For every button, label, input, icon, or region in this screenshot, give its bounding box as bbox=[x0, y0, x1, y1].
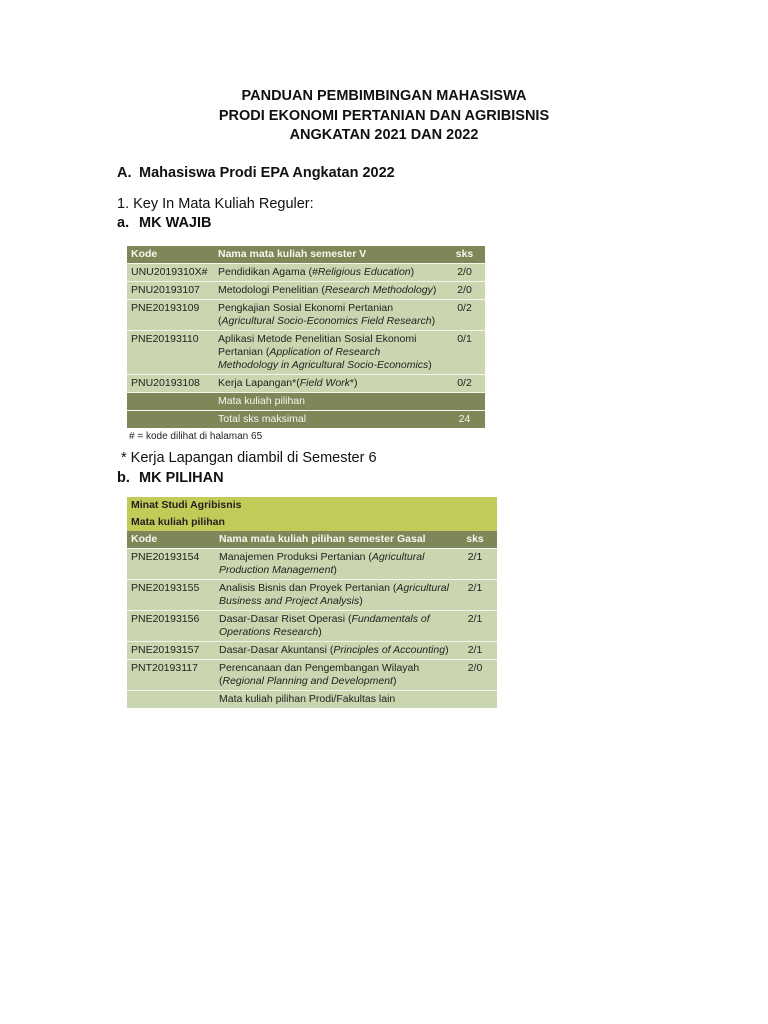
mk-pilihan-heading bbox=[117, 470, 224, 486]
minat-label: Minat Studi Agribisnis bbox=[127, 497, 497, 514]
row-nama: Manajemen Produksi Pertanian (Agricultural Production Management) bbox=[215, 549, 453, 580]
mk-pilihan-text: MK PILIHAN bbox=[139, 470, 224, 486]
kerja-lapangan-note: * Kerja Lapangan diambil di Semester 6 bbox=[121, 450, 377, 466]
mk-wajib-table bbox=[127, 246, 485, 428]
table-row bbox=[127, 642, 497, 660]
table-row bbox=[127, 549, 497, 580]
row-nama: Pengkajian Sosial Ekonomi Pertanian (Agricultural Socio-Economics Field Research) bbox=[214, 300, 444, 331]
row-nama: Pendidikan Agama (#Religious Education) bbox=[214, 264, 444, 282]
row-kode: PNE20193155 bbox=[127, 580, 215, 611]
mk-pilihan-table bbox=[127, 497, 497, 708]
row-nama: Dasar-Dasar Riset Operasi (Fundamentals of Operations Research) bbox=[215, 611, 453, 642]
total-label: Total sks maksimal bbox=[214, 411, 444, 429]
section-a-number: A. bbox=[117, 165, 132, 181]
row-sks: 2/1 bbox=[453, 611, 497, 642]
header-nama: Nama mata kuliah semester V bbox=[214, 246, 444, 264]
header-nama: Nama mata kuliah pilihan semester Gasal bbox=[215, 531, 453, 549]
table-header-row bbox=[127, 246, 485, 264]
row-kode: PNE20193109 bbox=[127, 300, 214, 331]
row-sks: 2/0 bbox=[444, 282, 485, 300]
table-row bbox=[127, 611, 497, 642]
row-sks: 2/1 bbox=[453, 580, 497, 611]
header-kode: Kode bbox=[127, 246, 214, 264]
row-sks: 2/1 bbox=[453, 549, 497, 580]
row-sks: 0/2 bbox=[444, 375, 485, 393]
section-a-heading bbox=[117, 165, 395, 181]
mk-pilihan-number: b. bbox=[117, 470, 130, 486]
document-title bbox=[0, 87, 768, 146]
row-sks: 2/0 bbox=[444, 264, 485, 282]
row-sks: 2/1 bbox=[453, 642, 497, 660]
other-faculty-row bbox=[127, 691, 497, 709]
title-line-1: PANDUAN PEMBIMBINGAN MAHASISWA bbox=[241, 88, 527, 104]
total-row bbox=[127, 411, 485, 429]
row-sks: 0/1 bbox=[444, 331, 485, 375]
mk-wajib-text: MK WAJIB bbox=[139, 215, 212, 231]
subtitle-row bbox=[127, 514, 497, 531]
table-row bbox=[127, 331, 485, 375]
other-faculty-label: Mata kuliah pilihan Prodi/Fakultas lain bbox=[215, 691, 453, 709]
subtitle-label: Mata kuliah pilihan bbox=[127, 514, 497, 531]
row-nama: Perencanaan dan Pengembangan Wilayah (Regional Planning and Development) bbox=[215, 660, 453, 691]
table-row bbox=[127, 282, 485, 300]
table-row bbox=[127, 660, 497, 691]
title-line-3: ANGKATAN 2021 DAN 2022 bbox=[289, 127, 479, 143]
header-kode: Kode bbox=[127, 531, 215, 549]
header-sks: sks bbox=[453, 531, 497, 549]
row-nama: Analisis Bisnis dan Proyek Pertanian (Agricultural Business and Project Analysis) bbox=[215, 580, 453, 611]
row-nama: Aplikasi Metode Penelitian Sosial Ekonomi Pertanian (Application of Research Methodology in Agricultural Socio-Economics) bbox=[214, 331, 444, 375]
row-kode: PNT20193117 bbox=[127, 660, 215, 691]
table-header-row bbox=[127, 531, 497, 549]
row-kode: PNE20193156 bbox=[127, 611, 215, 642]
table-row bbox=[127, 375, 485, 393]
header-sks: sks bbox=[444, 246, 485, 264]
row-nama: Metodologi Penelitian (Research Methodology) bbox=[214, 282, 444, 300]
row-sks: 2/0 bbox=[453, 660, 497, 691]
mk-wajib-number: a. bbox=[117, 215, 130, 231]
mata-kuliah-pilihan-row bbox=[127, 393, 485, 411]
table-row bbox=[127, 300, 485, 331]
row-kode: PNU20193107 bbox=[127, 282, 214, 300]
table-row bbox=[127, 580, 497, 611]
row-kode: PNE20193157 bbox=[127, 642, 215, 660]
title-line-2: PRODI EKONOMI PERTANIAN DAN AGRIBISNIS bbox=[218, 107, 550, 124]
row-kode: PNE20193110 bbox=[127, 331, 214, 375]
table-footnote: # = kode dilihat di halaman 65 bbox=[129, 431, 263, 442]
row-nama: Kerja Lapangan*(Field Work*) bbox=[214, 375, 444, 393]
row-sks: 0/2 bbox=[444, 300, 485, 331]
mk-wajib-heading bbox=[117, 215, 212, 231]
section-a-text: Mahasiswa Prodi EPA Angkatan 2022 bbox=[139, 165, 395, 181]
row-kode: PNU20193108 bbox=[127, 375, 214, 393]
key-in-label: 1. Key In Mata Kuliah Reguler: bbox=[117, 196, 314, 212]
total-value: 24 bbox=[444, 411, 485, 429]
row-kode: UNU2019310X# bbox=[127, 264, 214, 282]
row-kode: PNE20193154 bbox=[127, 549, 215, 580]
minat-row bbox=[127, 497, 497, 514]
row-nama: Dasar-Dasar Akuntansi (Principles of Accounting) bbox=[215, 642, 453, 660]
table-row bbox=[127, 264, 485, 282]
pilihan-label: Mata kuliah pilihan bbox=[214, 393, 444, 411]
